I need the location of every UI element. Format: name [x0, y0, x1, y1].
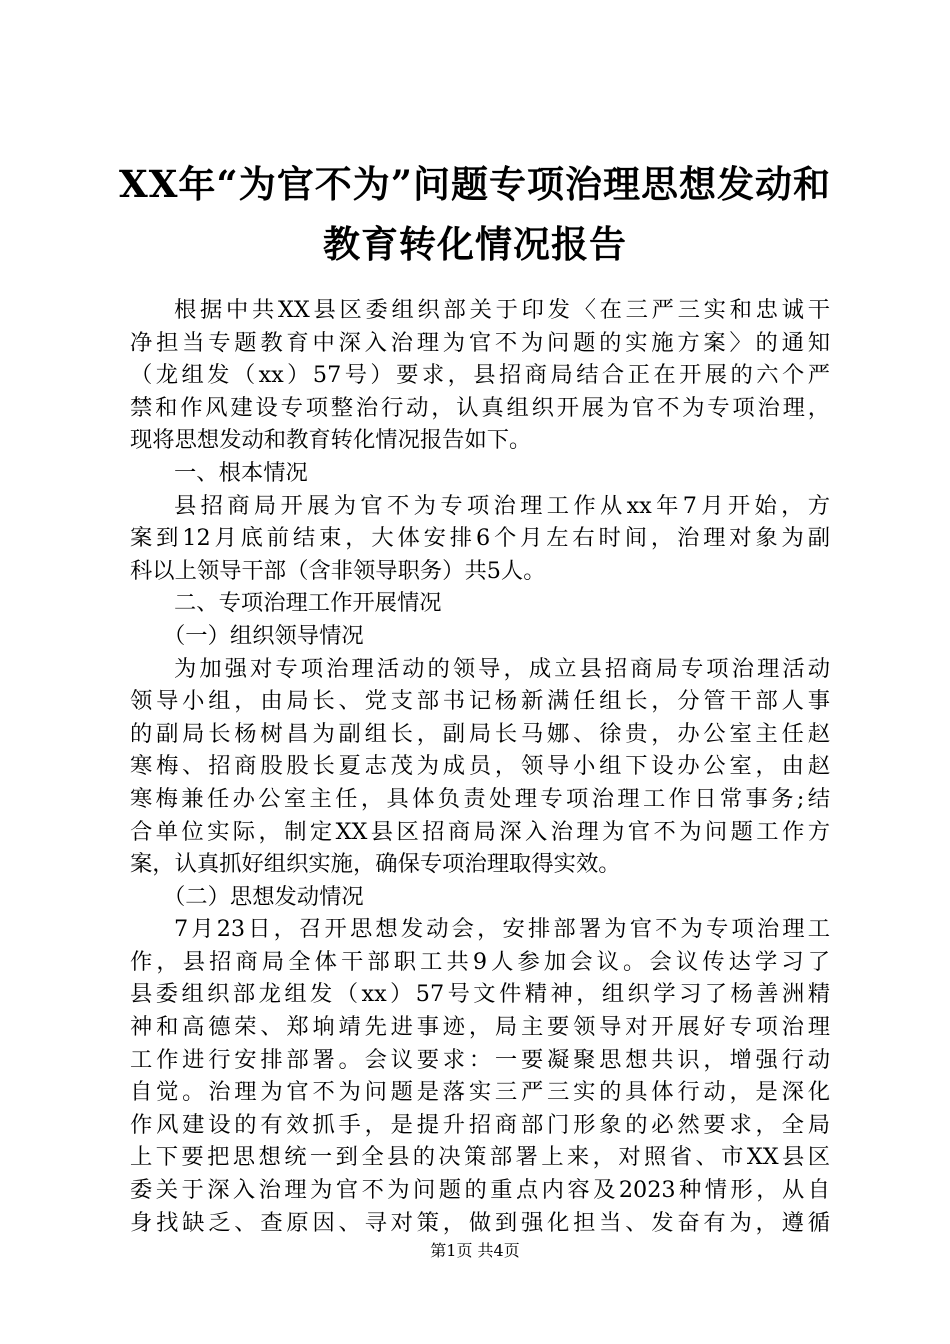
document-body	[130, 294, 830, 1239]
body-line: 为加强对专项治理活动的领导，成立县招商局专项治理活动	[174, 655, 830, 682]
body-line: （龙组发（xx）57号）要求，县招商局结合正在开展的六个严	[130, 362, 830, 389]
page-number-footer: 第1页 共4页	[430, 1241, 520, 1260]
body-line: 身找缺乏、查原因、寻对策，做到强化担当、发奋有为，遵循	[130, 1209, 830, 1236]
body-line: 工作进行安排部署。会议要求：一要凝聚思想共识，增强行动	[130, 1046, 830, 1073]
document-title-line-1: XX年“为官不为”问题专项治理思想发动和	[119, 162, 831, 206]
body-line: 7月23日，召开思想发动会，安排部署为官不为专项治理工	[174, 916, 830, 943]
body-line: 的副局长杨树昌为副组长，副局长马娜、徐贵，办公室主任赵	[130, 720, 830, 747]
subsection-heading: （二）思想发动情况	[163, 883, 364, 910]
body-line: 寒梅、招商股股长夏志茂为成员，领导小组下设办公室，由赵	[130, 753, 830, 780]
body-line: 寒梅兼任办公室主任，具体负责处理专项治理工作日常事务;结	[130, 785, 830, 812]
section-heading: 一、根本情况	[174, 459, 308, 486]
body-line: 自觉。治理为官不为问题是落实三严三实的具体行动，是深化	[130, 1079, 830, 1106]
subsection-heading: （一）组织领导情况	[163, 622, 364, 649]
body-line: 领导小组，由局长、党支部书记杨新满任组长，分管干部人事	[130, 688, 830, 715]
section-heading: 二、专项治理工作开展情况	[174, 590, 442, 617]
body-line: 县委组织部龙组发（xx）57号文件精神，组织学习了杨善洲精	[130, 981, 830, 1008]
body-line: 委关于深入治理为官不为问题的重点内容及2023种情形，从自	[130, 1177, 830, 1204]
body-line: 合单位实际，制定XX县区招商局深入治理为官不为问题工作方	[130, 818, 830, 845]
body-line: 案到12月底前结束，大体安排6个月左右时间，治理对象为副	[130, 525, 830, 552]
body-line: 禁和作风建设专项整治行动，认真组织开展为官不为专项治理，	[130, 394, 830, 421]
body-line: 作风建设的有效抓手，是提升招商部门形象的必然要求，全局	[130, 1111, 830, 1138]
body-line: 现将思想发动和教育转化情况报告如下。	[130, 427, 532, 454]
body-line: 作，县招商局全体干部职工共9人参加会议。会议传达学习了	[130, 948, 830, 975]
document-title-line-2: 教育转化情况报告	[323, 222, 627, 266]
body-line: 净担当专题教育中深入治理为官不为问题的实施方案〉的通知	[130, 329, 830, 356]
body-line: 案，认真抓好组织实施，确保专项治理取得实效。	[130, 851, 621, 878]
body-line: 根据中共XX县区委组织部关于印发〈在三严三实和忠诚干	[174, 297, 830, 323]
body-line: 科以上领导干部（含非领导职务）共5人。	[130, 557, 546, 584]
body-line: 县招商局开展为官不为专项治理工作从xx年7月开始，方	[174, 492, 830, 519]
body-line: 神和高德荣、郑垧靖先进事迹，局主要领导对开展好专项治理	[130, 1014, 830, 1041]
body-line: 上下要把思想统一到全县的决策部署上来，对照省、市XX县区	[130, 1144, 830, 1171]
